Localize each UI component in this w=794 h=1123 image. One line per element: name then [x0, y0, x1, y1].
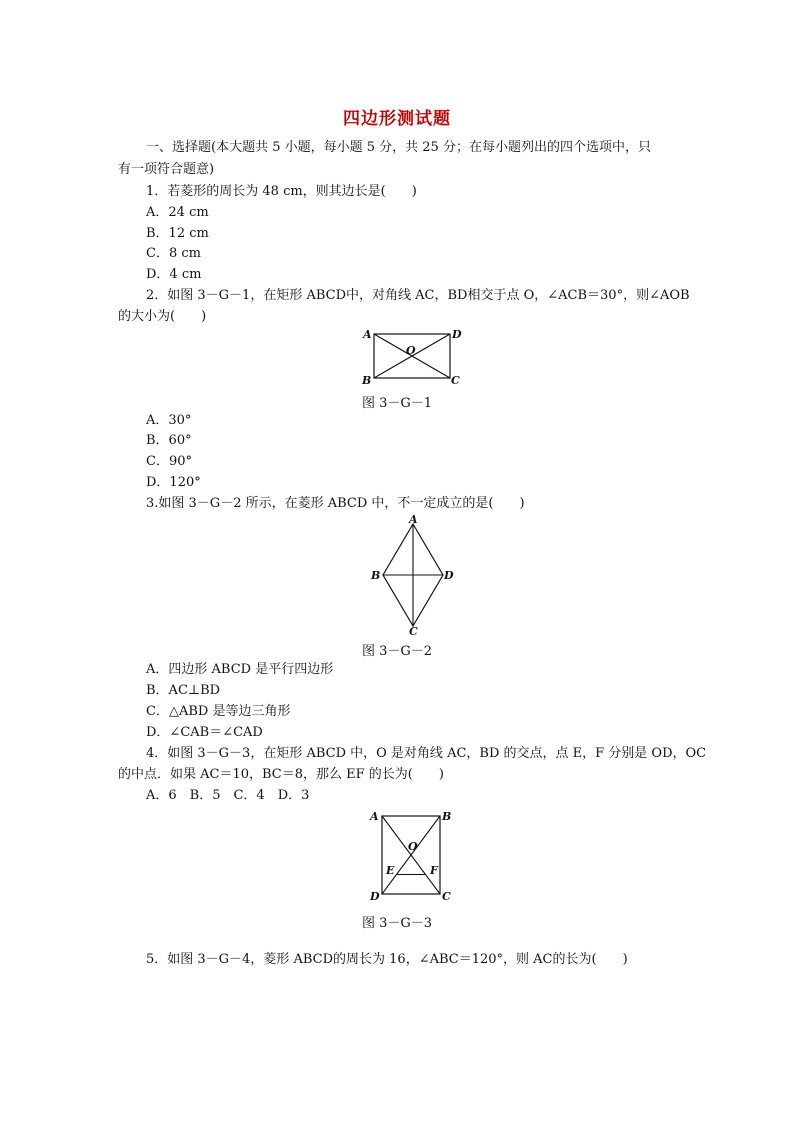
question-1-option-a: A．24 cm	[146, 205, 209, 220]
section-heading-continued: 有一项符合题意)	[118, 162, 215, 177]
question-4-stem-continued: 的中点．如果 AC＝10，BC＝8，那么 EF 的长为( )	[118, 767, 444, 782]
page-title: 四边形测试题	[343, 109, 451, 129]
label-b: B	[371, 569, 381, 582]
question-5-stem: 5．如图 3－G－4，菱形 ABCD的周长为 16，∠ABC＝120°，则 AC的长为( )	[146, 952, 628, 967]
figure-rhombus-abcd	[368, 514, 458, 636]
label-a: A	[409, 513, 418, 526]
question-1-stem: 1．若菱形的周长为 48 cm，则其边长是( )	[146, 184, 417, 199]
question-4-stem: 4．如图 3－G－3，在矩形 ABCD 中，O 是对角线 AC，BD 的交点，点 E，F 分别是 OD，OC	[146, 746, 707, 761]
label-d: D	[370, 890, 380, 903]
question-1-option-b: B．12 cm	[146, 226, 209, 241]
question-3-option-a: A．四边形 ABCD 是平行四边形	[146, 662, 334, 677]
question-2-option-d: D．120°	[146, 475, 201, 490]
question-4-options: A．6 B．5 C．4 D．3	[146, 788, 310, 803]
question-1-option-c: C．8 cm	[146, 246, 201, 261]
label-c: C	[409, 625, 418, 638]
label-e: E	[386, 864, 395, 877]
question-2-option-a: A．30°	[146, 413, 192, 428]
figure-rectangle-abcd-ef	[368, 808, 458, 902]
question-1-option-d: D．4 cm	[146, 267, 202, 282]
label-a: A	[370, 810, 379, 823]
figure-caption-3-g-1: 图 3－G－1	[361, 396, 433, 411]
figure-rectangle-abcd	[360, 326, 470, 388]
question-2-stem: 2．如图 3－G－1，在矩形 ABCD中，对角线 AC，BD相交于点 O，∠ACB＝30°，则∠AOB	[146, 288, 690, 303]
question-3-option-d: D．∠CAB＝∠CAD	[146, 725, 263, 740]
label-b: B	[362, 374, 372, 387]
label-f: F	[430, 864, 438, 877]
label-a: A	[363, 328, 372, 341]
question-3-option-c: C．△ABD 是等边三角形	[146, 704, 291, 719]
question-3-stem: 3.如图 3－G－2 所示，在菱形 ABCD 中，不一定成立的是( )	[146, 496, 525, 511]
section-heading: 一、选择题(本大题共 5 小题，每小题 5 分，共 25 分；在每小题列出的四个选项中，只	[146, 140, 651, 155]
label-d: D	[452, 328, 462, 341]
label-o: O	[408, 840, 418, 853]
label-d: D	[444, 569, 454, 582]
figure-caption-3-g-3: 图 3－G－3	[361, 916, 433, 931]
label-b: B	[442, 810, 452, 823]
label-o: O	[406, 344, 416, 357]
label-c: C	[451, 374, 460, 387]
question-2-option-b: B．60°	[146, 433, 192, 448]
question-3-option-b: B．AC⊥BD	[146, 683, 221, 698]
label-c: C	[442, 890, 451, 903]
question-2-stem-continued: 的大小为( )	[118, 309, 207, 324]
question-2-option-c: C．90°	[146, 454, 192, 469]
figure-caption-3-g-2: 图 3－G－2	[361, 644, 433, 659]
